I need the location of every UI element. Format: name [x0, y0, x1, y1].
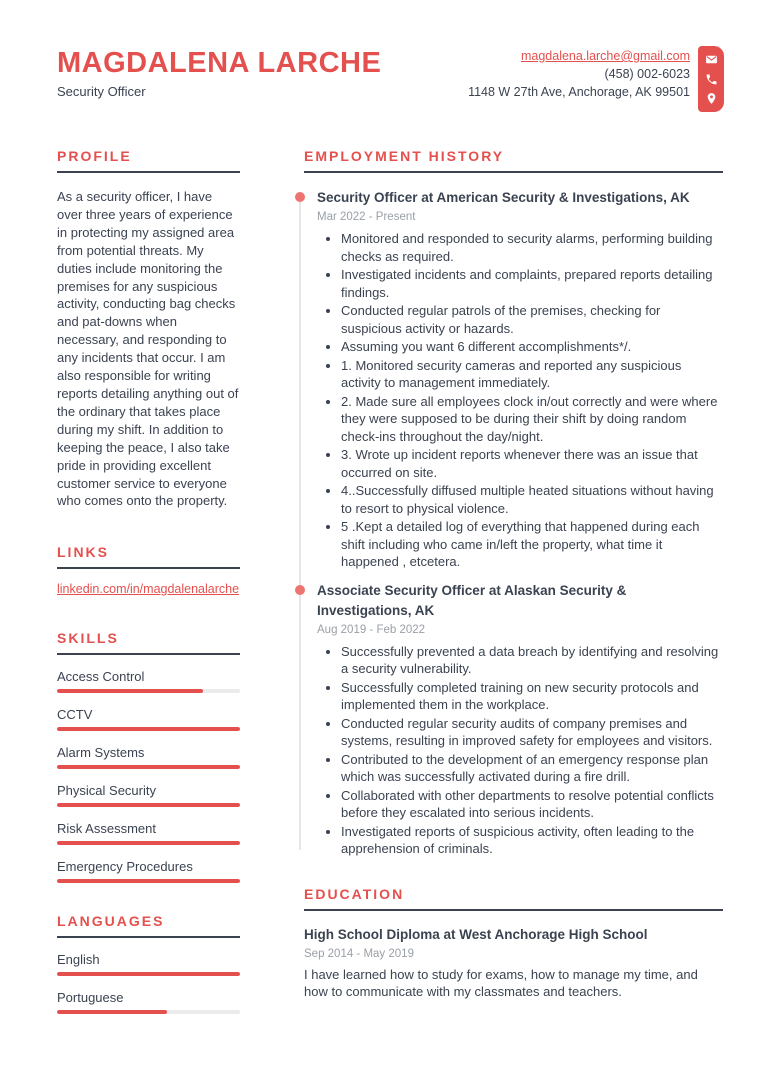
skill-level-bar	[57, 879, 240, 883]
profile-text: As a security officer, I have over three years of experience in protecting my assigned area from potential threats. My duties include monitoring the premises for any suspicious activity, conducting bag checks and pat-downs when necessary, and responding to any incidents that occur. I am also responsible for writing reports detailing anything out of the ordinary that takes place during my shift. In addition to keeping the peace, I also take pride in providing excellent customer service to everyone who comes onto the property.	[57, 189, 239, 509]
job-bullet: • Conducted regular patrols of the premises, checking for suspicious activity or hazards.	[341, 302, 723, 337]
skill-item	[57, 858, 240, 883]
person-job-title: Security Officer	[57, 84, 146, 99]
person-name: MAGDALENA LARCHE	[57, 47, 382, 79]
language-item	[57, 989, 240, 1014]
education-description: I have learned how to study for exams, how to manage my time, and how to communicate with my classmates and teachers.	[304, 966, 698, 999]
job-dates: Mar 2022 - Present	[317, 211, 416, 223]
job-bullet-list	[317, 230, 723, 571]
skill-item	[57, 744, 240, 769]
skill-label: Emergency Procedures	[57, 859, 193, 875]
skill-level-bar	[57, 727, 240, 731]
skill-level-bar	[57, 841, 240, 845]
skill-level-bar	[57, 803, 240, 807]
skills-section	[57, 630, 240, 883]
skills-heading: SKILLS	[57, 630, 240, 655]
job-bullet: • Assuming you want 6 different accomplishments*/.	[341, 338, 723, 356]
skill-level-bar	[57, 689, 240, 693]
location-icon	[705, 92, 718, 105]
job-entry	[317, 188, 723, 571]
skill-level-fill	[57, 803, 240, 807]
contact-icon-badge	[698, 46, 724, 112]
timeline-dot	[295, 192, 305, 202]
skill-label: Alarm Systems	[57, 745, 145, 761]
job-title: Associate Security Officer at Alaskan Security & Investigations, AK	[317, 582, 627, 618]
skill-level-bar	[57, 765, 240, 769]
skill-level-fill	[57, 841, 240, 845]
skill-label: Access Control	[57, 669, 145, 685]
skill-level-fill	[57, 765, 240, 769]
job-title: Security Officer at American Security & Investigations, AK	[317, 190, 690, 205]
profile-heading: PROFILE	[57, 148, 240, 173]
email-icon	[705, 53, 718, 66]
job-bullet: • 5 .Kept a detailed log of everything that happened during each shift including who came in/left the property, what time it happened , etcetera.	[341, 518, 723, 571]
job-bullet: • 3. Wrote up incident reports whenever there was an issue that occurred on site.	[341, 446, 723, 481]
job-bullet: • Monitored and responded to security alarms, performing building checks as required.	[341, 230, 723, 265]
language-level-fill	[57, 1010, 167, 1014]
timeline-dot	[295, 585, 305, 595]
job-bullet: • Successfully completed training on new security protocols and implemented them in the workplace.	[341, 679, 723, 714]
job-bullet-list	[317, 643, 723, 858]
profile-section	[57, 148, 240, 510]
skill-level-fill	[57, 727, 240, 731]
contact-block	[468, 47, 690, 101]
skill-level-fill	[57, 689, 203, 693]
job-dates: Aug 2019 - Feb 2022	[317, 623, 426, 636]
education-entry	[304, 925, 723, 1001]
job-bullet: • Investigated reports of suspicious activity, often leading to the apprehension of criminals.	[341, 823, 723, 858]
job-bullet: • Successfully prevented a data breach by identifying and resolving a security vulnerability.	[341, 643, 723, 678]
job-entry	[317, 581, 723, 858]
skill-level-fill	[57, 879, 240, 883]
education-dates: Sep 2014 - May 2019	[304, 947, 414, 960]
job-bullet: • Investigated incidents and complaints, prepared reports detailing findings.	[341, 266, 723, 301]
job-bullet: • Contributed to the development of an emergency response plan which was successfully activated during a fire drill.	[341, 751, 723, 786]
language-level-bar	[57, 1010, 240, 1014]
education-section	[304, 886, 723, 1001]
skill-item	[57, 820, 240, 845]
skill-item	[57, 668, 240, 693]
contact-phone: (458) 002-6023	[604, 67, 690, 81]
skill-item	[57, 706, 240, 731]
employment-timeline	[304, 188, 723, 858]
employment-section	[304, 148, 723, 858]
job-bullet: • Collaborated with other departments to resolve potential conflicts before they escalated into serious incidents.	[341, 787, 723, 822]
languages-heading: LANGUAGES	[57, 913, 240, 938]
employment-heading: EMPLOYMENT HISTORY	[304, 148, 723, 173]
phone-icon	[705, 73, 718, 86]
language-level-bar	[57, 972, 240, 976]
job-bullet: • Conducted regular security audits of company premises and systems, resulting in improved safety for employees and visitors.	[341, 715, 723, 750]
language-item	[57, 951, 240, 976]
contact-address: 1148 W 27th Ave, Anchorage, AK 99501	[468, 85, 690, 99]
language-level-fill	[57, 972, 240, 976]
links-heading: LINKS	[57, 544, 240, 569]
linkedin-link[interactable]: linkedin.com/in/magdalenalarche	[57, 582, 240, 597]
education-title: High School Diploma at West Anchorage High School	[304, 926, 648, 942]
email-link[interactable]: magdalena.larche@gmail.com	[520, 49, 690, 63]
skill-label: Physical Security	[57, 783, 156, 799]
contact-email-row	[468, 47, 690, 65]
language-label: English	[57, 952, 100, 968]
education-heading: EDUCATION	[304, 886, 723, 911]
job-bullet: • 1. Monitored security cameras and reported any suspicious activity to management immediately.	[341, 357, 723, 392]
job-bullet: • 2. Made sure all employees clock in/out correctly and were where they were supposed to be during their shift by doing random check-ins throughout the day/night.	[341, 393, 723, 446]
links-section	[57, 544, 240, 596]
skill-label: CCTV	[57, 707, 93, 723]
languages-section	[57, 913, 240, 1014]
main-column	[304, 148, 723, 1001]
sidebar-column	[57, 148, 240, 1014]
language-label: Portuguese	[57, 990, 124, 1006]
job-bullet: • 4..Successfully diffused multiple heated situations without having to resort to physical violence.	[341, 482, 723, 517]
skill-item	[57, 782, 240, 807]
skill-label: Risk Assessment	[57, 821, 156, 837]
